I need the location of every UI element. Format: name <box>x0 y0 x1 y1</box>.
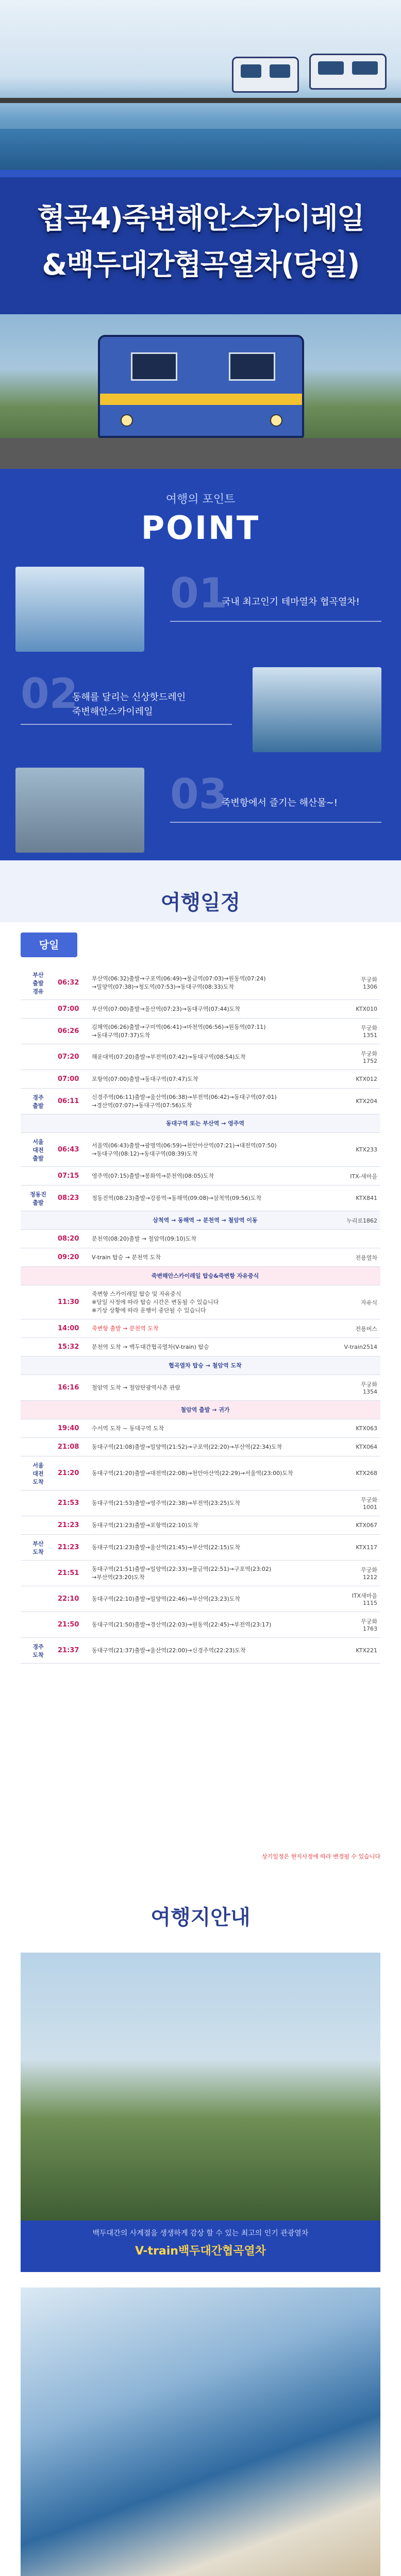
guide-skyrail <box>21 2287 380 2576</box>
schedule-transport: 무궁화 1306 <box>361 976 377 990</box>
schedule-region <box>21 1612 56 1637</box>
schedule-time: 22:10 <box>58 1595 79 1603</box>
schedule-transport: KTX063 <box>356 1425 377 1432</box>
point-number: 02 <box>21 670 78 718</box>
schedule-desc: 동대구역(21:08)출발→밀양역(21:52)→구포역(22:20)→부산역(22:34)도착 <box>92 1443 282 1450</box>
schedule-row <box>21 1167 380 1185</box>
skyrail-photo <box>0 0 401 170</box>
vtrain-photo <box>21 1953 380 2221</box>
schedule-time <box>58 1357 89 1375</box>
schedule-time: 07:00 <box>58 1075 79 1083</box>
schedule-row <box>21 1535 380 1561</box>
schedule-transport: 전용버스 <box>355 1325 377 1332</box>
schedule-row <box>21 1070 380 1089</box>
schedule-transport: 무궁화 1354 <box>361 1381 377 1395</box>
schedule-time: 08:23 <box>58 1194 79 1202</box>
schedule-row <box>21 1438 380 1456</box>
schedule-transport: ITX-새마을 <box>350 1173 377 1180</box>
schedule-row <box>21 1375 380 1401</box>
schedule-row <box>21 1019 380 1044</box>
schedule-time: 14:00 <box>58 1325 79 1332</box>
schedule-row <box>21 1586 380 1612</box>
schedule-desc: 부산역(06:32)출발→구포역(06:49)→물금역(07:03)→원동역(07:24) →밀양역(07:38)→청도역(07:53)→동대구역(08:33)도착 <box>92 975 266 990</box>
schedule-region: 서울 대전 출발 <box>32 1138 44 1162</box>
schedule-transport: KTX841 <box>356 1195 377 1201</box>
schedule-desc: 동대구역(21:23)출발→울산역(21:45)→부산역(22:15)도착 <box>92 1544 241 1551</box>
schedule-transport: KTX067 <box>356 1522 377 1529</box>
schedule-time: 16:16 <box>58 1384 79 1392</box>
schedule-region <box>21 1248 56 1266</box>
schedule-desc: 정동진역(08:23)출발→강릉역→동해역(09:08)→삼척역(09:56)도착 <box>92 1194 262 1201</box>
schedule-row <box>21 1044 380 1070</box>
point-photo <box>15 567 144 652</box>
schedule-region <box>21 1490 56 1516</box>
schedule-region <box>21 1357 56 1375</box>
schedule-desc: 부산역(07:00)출발→울산역(07:23)→동대구역(07:44)도착 <box>92 1005 241 1012</box>
schedule-transport <box>321 1401 377 1419</box>
schedule-time: 21:08 <box>58 1443 79 1451</box>
schedule-desc: 김해역(06:26)출발→구미역(06:41)→마천역(06:56)→원동역(07:11) →동대구역(07:37)도착 <box>92 1023 266 1039</box>
guide-title: 여행지안내 <box>151 1906 250 1929</box>
schedule-time: 06:11 <box>58 1097 79 1105</box>
schedule-desc: 영주역(07:15)출발→봉화역→분천역(08:05)도착 <box>92 1172 214 1179</box>
point-text: 동해를 달리는 신상핫드레인 죽변해안스카이레일 <box>72 692 186 717</box>
schedule-row <box>21 1319 380 1338</box>
schedule-region: 부산 도착 <box>32 1540 44 1555</box>
schedule-desc: 동대구역 또는 부산역 → 영주역 <box>165 1120 245 1127</box>
schedule-region <box>21 1319 56 1337</box>
skyrail-photo <box>21 2287 380 2576</box>
schedule-time: 15:32 <box>58 1343 79 1351</box>
schedule-time: 11:30 <box>58 1298 79 1306</box>
skyrail-car <box>232 57 299 93</box>
schedule-transport: KTX117 <box>356 1544 377 1551</box>
schedule-transport: KTX064 <box>356 1444 377 1450</box>
schedule-desc: 포항역(07:00)출발→동대구역(07:47)도착 <box>92 1075 198 1082</box>
schedule-desc: 수서역 도착 ~ 동대구역 도착 <box>92 1425 164 1432</box>
schedule-transport: V-train2514 <box>344 1344 377 1350</box>
schedule-time: 06:26 <box>58 1027 79 1035</box>
schedule-transport <box>321 1357 377 1375</box>
schedule-time <box>58 1211 89 1229</box>
schedule-region: 서울 대전 도착 <box>32 1462 44 1485</box>
schedule-region: 경주 출발 <box>32 1094 44 1109</box>
schedule-region <box>21 1419 56 1437</box>
schedule-row <box>21 1285 380 1319</box>
schedule-transport <box>321 1114 377 1132</box>
schedule-transport <box>321 1267 377 1285</box>
schedule-time <box>58 1401 89 1419</box>
guide-caption-name: V-train백두대간협곡열차 <box>135 2245 266 2258</box>
schedule-time: 21:20 <box>58 1469 79 1477</box>
schedule-region <box>21 1401 56 1419</box>
schedule-desc: 동대구역(21:51)출발→밀양역(22:33)→물금역(22:51)→구포역(23:02) →부산역(23:20)도착 <box>92 1565 272 1581</box>
schedule-row <box>21 966 380 1000</box>
schedule-desc: 분천역 도착 → 백두대간협곡열차(V-train) 탑승 <box>92 1343 209 1350</box>
point-title: POINT <box>141 509 260 547</box>
schedule-desc: 동대구역(21:20)출발→대전역(22:08)→천안아산역(22:29)→서울역(23:00)도착 <box>92 1469 293 1477</box>
schedule-desc: 신경주역(06:11)출발→울산역(06:38)→부전역(06:42)→동대구역(07:01) →경산역(07:07)→동대구역(07:56)도착 <box>92 1093 277 1109</box>
schedule-transport: ITX새마을 1115 <box>352 1592 377 1606</box>
schedule-desc: 분천역(08:20)출발 → 철암역(09:10)도착 <box>92 1235 197 1242</box>
schedule-row <box>21 1357 380 1375</box>
schedule-transport: KTX233 <box>356 1146 377 1153</box>
schedule-row <box>21 1248 380 1267</box>
schedule-row <box>21 1000 380 1019</box>
point-card-3 <box>15 765 386 855</box>
schedule-desc: 동대구역(22:10)출발→밀양역(22:46)→부산역(23:23)도착 <box>92 1595 241 1602</box>
schedule-region <box>21 1285 56 1319</box>
point-photo <box>253 667 381 752</box>
schedule-region <box>21 1338 56 1356</box>
schedule-transport: 무궁화 1212 <box>361 1567 377 1581</box>
schedule-region <box>21 1114 56 1132</box>
schedule-row <box>21 1338 380 1357</box>
rail-ground <box>0 438 401 469</box>
schedule-time: 21:23 <box>58 1521 79 1529</box>
schedule-region: 부산 출발 경유 <box>32 971 44 995</box>
schedule-transport: KTX012 <box>356 1076 377 1082</box>
schedule-desc: 죽변항 출발 → 분천역 도착 <box>92 1325 159 1332</box>
schedule-time <box>58 1114 89 1132</box>
schedule-transport <box>321 1230 377 1248</box>
guide-caption <box>21 2221 380 2272</box>
schedule-desc: 죽변항 스카이레일 탑승 및 자유중식 ※당일 사정에 따라 탑승 시간은 변동될 수 있습니다 ※기상 상황에 따라 운행이 중단될 수 있습니다 <box>92 1290 219 1314</box>
guide-vtrain <box>21 1953 380 2272</box>
schedule-row <box>21 1133 380 1167</box>
schedule-row <box>21 1419 380 1438</box>
schedule-row <box>21 1516 380 1535</box>
schedule-desc: 삼척역 → 동해역 → 분천역 → 철암역 이동 <box>153 1216 258 1224</box>
schedule-time: 19:40 <box>58 1425 79 1432</box>
schedule-time: 07:20 <box>58 1053 79 1061</box>
point-card-2 <box>15 665 386 755</box>
schedule-region <box>21 1000 56 1018</box>
point-card-1 <box>15 564 386 654</box>
schedule-row <box>21 1561 380 1586</box>
schedule-transport: KTX204 <box>356 1098 377 1105</box>
guide-caption-text: 백두대간의 사계절을 생생하게 감상 할 수 있는 최고의 인기 관광열차 <box>92 2229 309 2238</box>
schedule-transport: 누리로1862 <box>346 1217 377 1224</box>
schedule-transport: KTX221 <box>356 1647 377 1654</box>
schedule-region <box>21 1561 56 1586</box>
schedule-region <box>21 1516 56 1534</box>
skyrail-car <box>309 54 387 90</box>
schedule-time: 08:20 <box>58 1235 79 1243</box>
schedule-region <box>21 1267 56 1285</box>
schedule-note: 상기일정은 현지사정에 따라 변경될 수 있습니다 <box>261 1853 380 1860</box>
schedule-desc: 동대구역(21:50)출발→경산역(22:03)→원동역(22:45)→부전역(23:17) <box>92 1621 272 1628</box>
schedule-row <box>21 1401 380 1419</box>
schedule-row <box>21 1114 380 1133</box>
schedule-desc: 동대구역(21:23)출발→포항역(22:10)도착 <box>92 1521 198 1529</box>
hero-section <box>0 0 401 469</box>
point-number: 03 <box>170 770 228 818</box>
schedule-transport: 무궁화 1001 <box>361 1497 377 1511</box>
schedule-row <box>21 1267 380 1285</box>
schedule-time: 09:20 <box>58 1253 79 1261</box>
schedule-row <box>21 1089 380 1114</box>
point-text: 죽변항에서 즐기는 해산물~! <box>222 798 338 808</box>
schedule-time: 21:23 <box>58 1544 79 1551</box>
schedule-transport: 무궁화 1763 <box>361 1618 377 1632</box>
schedule-region: 정동진 출발 <box>30 1191 46 1206</box>
schedule-row <box>21 1490 380 1516</box>
schedule-region <box>21 1586 56 1612</box>
schedule-region <box>21 1211 56 1229</box>
point-subtitle: 여행의 포인트 <box>165 493 236 506</box>
schedule-desc: V-train 탑승 → 분천역 도착 <box>92 1253 161 1261</box>
schedule-region <box>21 1438 56 1456</box>
schedule-transport: 무궁화 1351 <box>361 1025 377 1039</box>
schedule-desc: 서울역(06:43)출발→광명역(06:59)→천안아산역(07:21)→대전역(07:50) →동대구역(08:12)→동대구역(08:39)도착 <box>92 1142 277 1157</box>
vtrain-locomotive <box>98 335 304 438</box>
schedule-time: 07:15 <box>58 1172 79 1180</box>
schedule-row <box>21 1638 380 1664</box>
schedule-transport: 전용열차 <box>355 1254 377 1261</box>
schedule-desc: 동대구역(21:37)출발→울산역(22:00)→신경주역(22:23)도착 <box>92 1647 246 1654</box>
schedule-region <box>21 1167 56 1185</box>
schedule-region <box>21 1375 56 1400</box>
schedule-row <box>21 1211 380 1230</box>
day-label: 당일 <box>21 933 77 957</box>
schedule-transport: 자유식 <box>361 1299 377 1306</box>
schedule-desc: 철암역 출발 → 귀가 <box>180 1406 230 1413</box>
schedule-desc: 죽변해안스카이레일 탑승&죽변항 자유중식 <box>151 1272 259 1279</box>
schedule-time: 21:37 <box>58 1647 79 1654</box>
rail-track <box>0 98 401 103</box>
schedule-time: 21:51 <box>58 1569 79 1577</box>
schedule-desc: 해운대역(07:20)출발→부전역(07:42)→동대구역(08:54)도착 <box>92 1053 246 1060</box>
schedule-transport: KTX268 <box>356 1470 377 1477</box>
point-text: 국내 최고인기 테마열차 협곡열차! <box>222 597 360 607</box>
schedule-row <box>21 1612 380 1638</box>
schedule-desc: 철암역 도착 → 철암탄광역사촌 관람 <box>92 1384 180 1391</box>
schedule-region <box>21 1230 56 1248</box>
point-photo <box>15 768 144 853</box>
schedule-time: 21:53 <box>58 1499 79 1507</box>
schedule-time: 06:32 <box>58 979 79 987</box>
schedule-desc: 협곡열차 탑승 → 철암역 도착 <box>169 1362 242 1369</box>
schedule-time: 06:43 <box>58 1146 79 1154</box>
schedule-transport: KTX010 <box>356 1006 377 1012</box>
schedule-time: 07:00 <box>58 1005 79 1013</box>
schedule-title: 여행일정 <box>160 891 241 914</box>
schedule-time <box>58 1267 89 1285</box>
schedule-region: 경주 도착 <box>32 1643 44 1658</box>
schedule-row <box>21 1230 380 1248</box>
schedule-time: 21:50 <box>58 1621 79 1629</box>
point-number: 01 <box>170 569 228 617</box>
hero-title-line1: 협곡4)죽변해안스카이레일 <box>37 202 364 235</box>
sea-background <box>0 129 401 170</box>
schedule-row <box>21 1185 380 1211</box>
schedule-region <box>21 1070 56 1088</box>
schedule-desc: 동대구역(21:53)출발→영주역(22:38)→부전역(23:25)도착 <box>92 1499 241 1506</box>
schedule-transport: 무궁화 1752 <box>361 1050 377 1064</box>
schedule-row <box>21 1456 380 1490</box>
schedule-region <box>21 1044 56 1070</box>
hero-title-line2: &백두대간협곡열차(당일) <box>42 248 359 282</box>
schedule-region <box>21 1019 56 1044</box>
schedule-table <box>21 966 380 1664</box>
